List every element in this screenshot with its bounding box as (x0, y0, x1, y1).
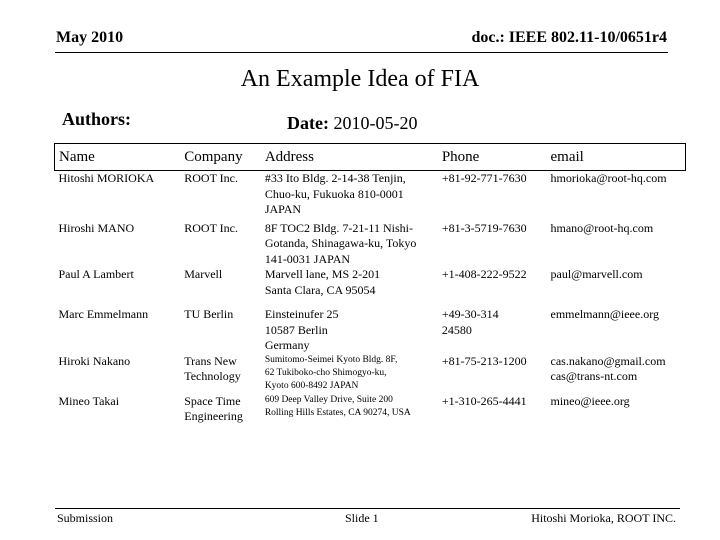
cell-address (261, 307, 438, 354)
date-line (287, 113, 417, 134)
table-row (55, 394, 686, 430)
cell-company (180, 307, 261, 354)
footer-slide-number: Slide 1 (345, 511, 379, 525)
cell-address-line: 8F TOC2 Bldg. 7-21-11 Nishi- (264, 220, 413, 235)
cell-phone (438, 267, 547, 307)
authors-table (54, 143, 686, 430)
cell-phone-line: 24580 (441, 322, 472, 337)
cell-address-line: #33 Ito Bldg. 2-14-38 Tenjin, (264, 171, 406, 185)
cell-email (547, 307, 686, 354)
cell-company-line: Engineering (184, 409, 243, 423)
cell-name (55, 354, 181, 394)
cell-phone (438, 221, 547, 268)
cell-company-line: Space Time (184, 393, 241, 408)
column-header-company: Company (180, 144, 261, 171)
cell-phone-line: +1-310-265-4441 (441, 393, 527, 408)
cell-name (55, 267, 181, 307)
cell-email-line: emmelmann@ieee.org (550, 307, 659, 321)
cell-company (180, 267, 261, 307)
cell-company-line: ROOT Inc. (184, 220, 239, 235)
cell-address-line: 10587 Berlin (264, 322, 328, 337)
cell-phone-line: +81-75-213-1200 (441, 353, 527, 368)
cell-email (547, 171, 686, 221)
cell-name-line: Hiroki Nakano (58, 353, 131, 368)
cell-email-line: hmano@root-hq.com (550, 220, 654, 235)
cell-address-line: Chuo-ku, Fukuoka 810-0001 (264, 186, 404, 201)
cell-name (55, 171, 181, 221)
cell-email-line: mineo@ieee.org (550, 393, 630, 408)
column-header-name: Name (55, 144, 181, 171)
cell-name-line: Hiroshi MANO (58, 220, 135, 235)
cell-company (180, 171, 261, 221)
cell-name-line: Mineo Takai (58, 393, 120, 408)
authors-table-body (55, 171, 686, 430)
date-label: Date: (287, 113, 329, 133)
footer-submission: Submission (57, 511, 114, 525)
cell-phone (438, 354, 547, 394)
cell-company (180, 394, 261, 430)
cell-name-line: Paul A Lambert (58, 267, 134, 281)
cell-company-line: Trans New (184, 353, 237, 368)
cell-company (180, 354, 261, 394)
cell-phone-line: +81-3-5719-7630 (441, 220, 527, 235)
table-row (55, 221, 686, 268)
cell-company-line: ROOT Inc. (184, 171, 239, 185)
cell-company (180, 221, 261, 268)
table-row (55, 267, 686, 307)
cell-address (261, 394, 438, 430)
cell-address-line: Gotanda, Shinagawa-ku, Tokyo (264, 236, 417, 250)
cell-phone (438, 307, 547, 354)
cell-address-line: Santa Clara, CA 95054 (264, 282, 376, 297)
cell-address-line: Rolling Hills Estates, CA 90274, USA (264, 407, 411, 418)
cell-address-line: Kyoto 600-8492 JAPAN (264, 380, 359, 391)
cell-email (547, 267, 686, 307)
slide-title: An Example Idea of FIA (240, 66, 480, 92)
cell-address (261, 267, 438, 307)
cell-address-line: 609 Deep Valley Drive, Suite 200 (264, 394, 393, 405)
authors-label: Authors: (62, 109, 132, 129)
cell-phone-line: +81-92-771-7630 (441, 171, 527, 185)
cell-address-line: JAPAN (264, 202, 302, 216)
cell-phone-line: +49-30-314 (441, 307, 499, 321)
cell-address (261, 354, 438, 394)
cell-email-line: hmorioka@root-hq.com (550, 171, 667, 185)
cell-email-line: cas@trans-nt.com (550, 369, 638, 383)
footer-author: Hitoshi Morioka, ROOT INC. (531, 511, 676, 525)
column-header-email: email (547, 144, 686, 171)
footer-divider (55, 508, 680, 509)
cell-address-line: Germany (264, 338, 310, 352)
cell-address (261, 221, 438, 268)
cell-name-line: Marc Emmelmann (58, 307, 149, 321)
cell-email-line: cas.nakano@gmail.com (550, 353, 666, 368)
cell-phone (438, 171, 547, 221)
cell-name (55, 394, 181, 430)
cell-email-line: paul@marvell.com (550, 267, 643, 281)
header-date: May 2010 (56, 29, 124, 46)
cell-address-line: 62 Tukiboko-cho Shimogyo-ku, (264, 367, 387, 378)
cell-address-line: 141-0031 JAPAN (264, 251, 351, 266)
cell-email (547, 394, 686, 430)
header-divider (55, 52, 668, 53)
cell-company-line: TU Berlin (184, 307, 234, 321)
table-header-row (55, 144, 686, 171)
column-header-address: Address (261, 144, 438, 171)
cell-name-line: Hitoshi MORIOKA (58, 171, 155, 185)
column-header-phone: Phone (438, 144, 547, 171)
table-row (55, 171, 686, 221)
cell-phone-line: +1-408-222-9522 (441, 267, 527, 281)
table-row (55, 307, 686, 354)
header-doc-id: doc.: IEEE 802.11-10/0651r4 (471, 29, 667, 46)
cell-name (55, 221, 181, 268)
cell-company-line: Technology (184, 369, 241, 383)
cell-address-line: Einsteinufer 25 (264, 307, 339, 321)
cell-address (261, 171, 438, 221)
cell-phone (438, 394, 547, 430)
date-value: 2010-05-20 (333, 113, 418, 133)
cell-name (55, 307, 181, 354)
cell-company-line: Marvell (184, 267, 223, 281)
table-row (55, 354, 686, 394)
cell-address-line: Sumitomo-Seimei Kyoto Bldg. 8F, (264, 354, 398, 365)
cell-email (547, 354, 686, 394)
cell-address-line: Marvell lane, MS 2-201 (264, 267, 381, 281)
cell-email (547, 221, 686, 268)
